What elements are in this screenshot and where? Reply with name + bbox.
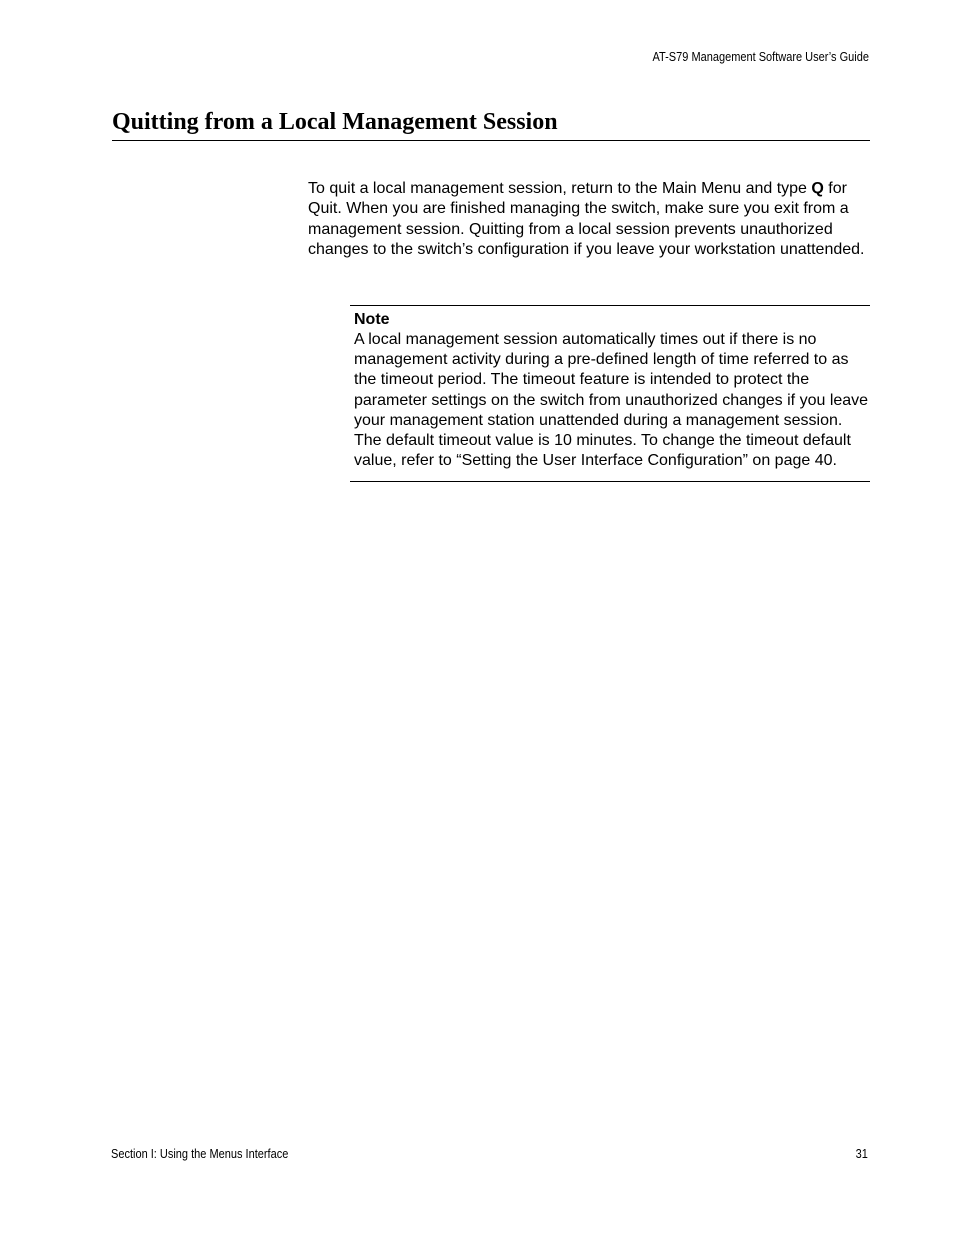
- footer-section-label: Section I: Using the Menus Interface: [111, 1147, 289, 1161]
- footer-page-number: 31: [855, 1147, 868, 1161]
- body-text-after-key: for Quit. When you are finished managing the switch, make sure you exit from a management session. Quitting from a local session prevents unauthorized changes to the switch’s configuration if you leave your workstation unattended.: [308, 180, 865, 258]
- note-box: [350, 305, 870, 482]
- body-paragraph: [308, 179, 870, 260]
- quit-key: Q: [811, 180, 824, 197]
- running-header: AT-S79 Management Software User’s Guide: [652, 50, 869, 64]
- note-label: Note: [354, 311, 390, 328]
- body-text-before-key: To quit a local management session, return to the Main Menu and type: [308, 180, 812, 197]
- section-title: Quitting from a Local Management Session: [112, 108, 870, 141]
- note-text: A local management session automatically times out if there is no management activity during a pre-defined length of time referred to as the timeout period. The timeout feature is intended to protect the parameter settings on the switch from unauthorized changes if you leave your management station unattended during a management session. The default timeout value is 10 minutes. To change the timeout default value, refer to “Setting the User Interface Configuration” on page 40.: [354, 331, 869, 470]
